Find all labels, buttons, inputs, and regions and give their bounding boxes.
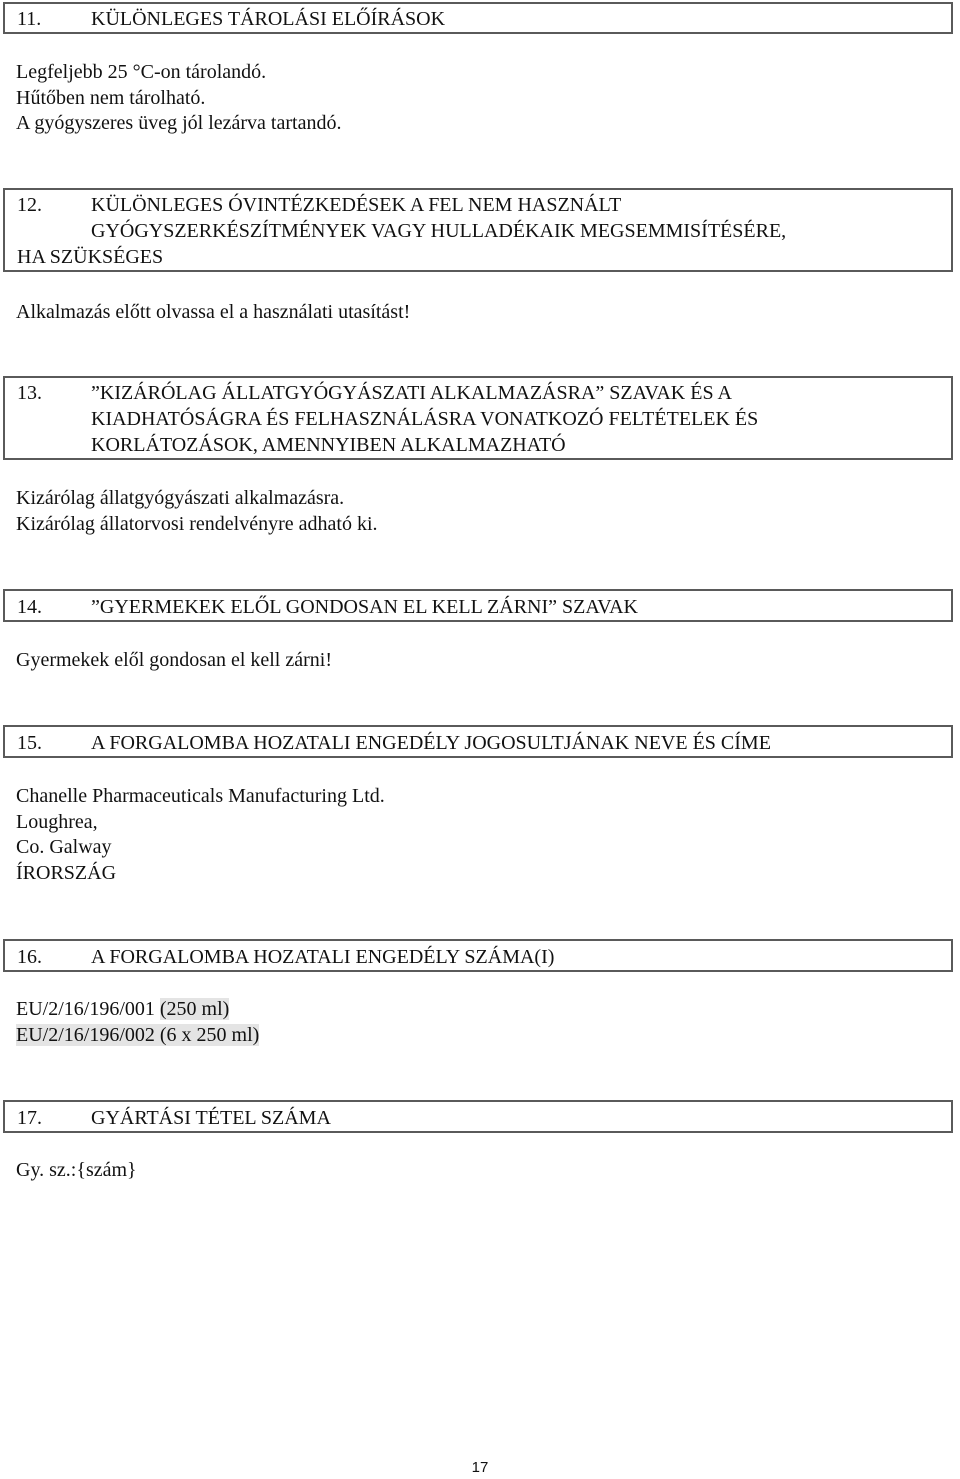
section-17-header <box>3 1100 953 1133</box>
title-line: KIADHATÓSÁGRA ÉS FELHASZNÁLÁSRA VONATKOZÓ FELTÉTELEK ÉS <box>91 408 759 430</box>
body-line: Kizárólag állatgyógyászati alkalmazásra. <box>16 487 345 509</box>
body-line: Legfeljebb 25 °C-on tárolandó. <box>16 61 267 83</box>
authorisation-number-2 <box>16 1023 259 1049</box>
section-12-header <box>3 188 953 272</box>
title-line: ”KIZÁRÓLAG ÁLLATGYÓGYÁSZATI ALKALMAZÁSRA” SZAVAK ÉS A <box>91 382 732 404</box>
section-11-header <box>3 2 953 34</box>
section-14-body <box>16 648 332 674</box>
section-14-header <box>3 589 953 622</box>
title-line: KORLÁTOZÁSOK, AMENNYIBEN ALKALMAZHATÓ <box>91 434 566 456</box>
section-number: 11. <box>17 8 42 30</box>
section-number: 16. <box>17 946 42 968</box>
section-15-header <box>3 725 953 758</box>
section-title: KÜLÖNLEGES TÁROLÁSI ELŐÍRÁSOK <box>91 8 446 30</box>
section-number: 12. <box>17 194 42 216</box>
section-title: ”GYERMEKEK ELŐL GONDOSAN EL KELL ZÁRNI” SZAVAK <box>91 596 638 618</box>
section-title <box>91 192 951 244</box>
body-line: Chanelle Pharmaceuticals Manufacturing Ltd. <box>16 785 385 807</box>
section-title: A FORGALOMBA HOZATALI ENGEDÉLY JOGOSULTJÁNAK NEVE ÉS CÍME <box>91 732 771 754</box>
body-line: Hűtőben nem tárolható. <box>16 86 206 109</box>
section-number: 13. <box>17 382 42 404</box>
page-number: 17 <box>471 1459 489 1476</box>
section-title: GYÁRTÁSI TÉTEL SZÁMA <box>91 1107 331 1129</box>
body-line: Co. Galway <box>16 836 112 858</box>
authorisation-number-1 <box>16 997 259 1023</box>
section-number: 17. <box>17 1107 42 1129</box>
body-line: Gy. sz.:{szám} <box>16 1159 137 1181</box>
pack-size-highlight: (250 ml) <box>159 998 230 1020</box>
body-line: Loughrea, <box>16 810 98 833</box>
authorisation-line-highlight: EU/2/16/196/002 (6 x 250 ml) <box>16 1023 260 1046</box>
section-13-body <box>16 486 378 537</box>
title-line: KÜLÖNLEGES ÓVINTÉZKEDÉSEK A FEL NEM HASZNÁLT <box>91 194 622 216</box>
section-number: 14. <box>17 596 42 618</box>
section-title <box>91 380 951 458</box>
body-line: Alkalmazás előtt olvassa el a használati utasítást! <box>16 301 411 323</box>
title-line: HA SZÜKSÉGES <box>17 246 164 268</box>
section-13-header <box>3 376 953 460</box>
authorisation-code: EU/2/16/196/001 <box>16 998 155 1020</box>
body-line: ÍRORSZÁG <box>16 861 117 884</box>
section-16-header <box>3 939 953 972</box>
section-16-body <box>16 997 259 1048</box>
section-number: 15. <box>17 732 42 754</box>
body-line: Gyermekek elől gondosan el kell zárni! <box>16 649 332 671</box>
title-line: GYÓGYSZERKÉSZÍTMÉNYEK VAGY HULLADÉKAIK MEGSEMMISÍTÉSÉRE, <box>91 220 787 242</box>
section-11-body <box>16 60 341 137</box>
section-17-body <box>16 1158 137 1184</box>
body-line: Kizárólag állatorvosi rendelvényre adható ki. <box>16 512 378 535</box>
section-12-body <box>16 300 410 326</box>
section-title: A FORGALOMBA HOZATALI ENGEDÉLY SZÁMA(I) <box>91 946 555 968</box>
section-15-body <box>16 784 385 886</box>
body-line: A gyógyszeres üveg jól lezárva tartandó. <box>16 112 342 134</box>
